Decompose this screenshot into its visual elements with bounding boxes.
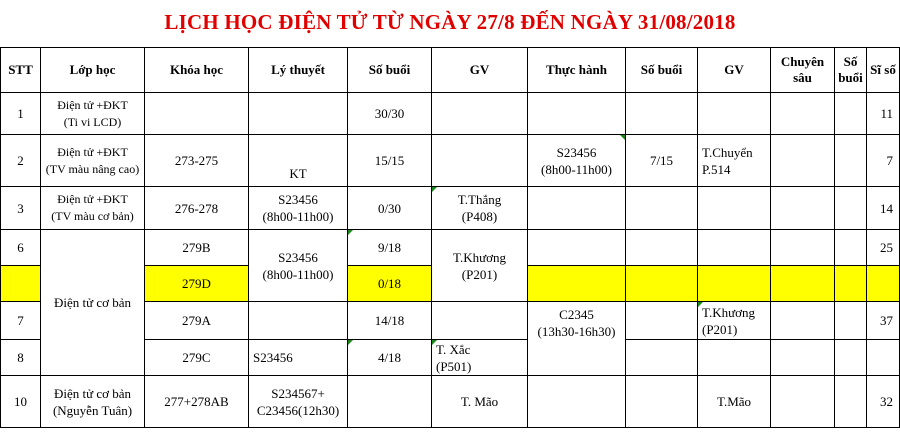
cell-chuyen-sau: [771, 376, 835, 428]
cell-stt: 1: [1, 93, 41, 135]
cell-so-buoi: 4/18: [348, 340, 432, 376]
header-chuyen-sau: Chuyên sâu: [771, 48, 835, 93]
cell-so-buoi: 0/30: [348, 187, 432, 230]
lop-hoc-line-1: Điện tử +ĐKT: [57, 192, 128, 206]
cell-so-buoi-cs: [835, 93, 867, 135]
cell-so-buoi-cs: [835, 376, 867, 428]
cell-lop-hoc: [41, 187, 145, 230]
ly-thuyet-line-2: C23456(12h30): [256, 402, 340, 418]
cell-gv-th: [698, 135, 771, 187]
cell-so-buoi-th: [626, 230, 698, 266]
cell-stt: [1, 266, 41, 302]
cell-lop-hoc: [41, 93, 145, 135]
gv-th-line-2: P.514: [702, 161, 731, 177]
cell-stt: 3: [1, 187, 41, 230]
cell-khoa-hoc: 277+278AB: [145, 376, 249, 428]
cell-ly-thuyet: S23456: [249, 340, 348, 376]
cell-so-buoi-cs: [835, 302, 867, 340]
cell-gv-th: [698, 266, 771, 302]
cell-khoa-hoc: [145, 93, 249, 135]
cell-thuc-hanh: [528, 187, 626, 230]
page-title: LỊCH HỌC ĐIỆN TỬ TỪ NGÀY 27/8 ĐẾN NGÀY 31/08/2018: [164, 10, 736, 34]
cell-stt: 6: [1, 230, 41, 266]
cell-so-buoi-th: [626, 340, 698, 376]
header-ly-thuyet: Lý thuyết: [249, 48, 348, 93]
cell-khoa-hoc: 279B: [145, 230, 249, 266]
lop-hoc-line-2: (TV màu nâng cao): [45, 161, 140, 176]
cell-ly-thuyet-group: [249, 230, 348, 302]
cell-so-buoi-th: 7/15: [626, 135, 698, 187]
lop-hoc-line-2: (TV màu cơ bản): [51, 209, 134, 223]
cell-khoa-hoc: 279D: [145, 266, 249, 302]
header-stt: STT: [1, 48, 41, 93]
gv-th-line-1: T.Khương: [702, 304, 756, 320]
header-so-buoi: Số buổi: [348, 48, 432, 93]
ly-thuyet-line-2: (8h00-11h00): [262, 266, 334, 282]
gv-line-2: (P501): [436, 358, 472, 374]
cell-thuc-hanh: [528, 230, 626, 266]
table-row: [1, 230, 900, 266]
cell-so-buoi-th: [626, 376, 698, 428]
cell-thuc-hanh: [528, 376, 626, 428]
thuc-hanh-line-1: C2345: [559, 307, 594, 322]
cell-gv: [432, 93, 528, 135]
lop-hoc-line-1: Điện tử +ĐKT: [57, 144, 128, 159]
cell-stt: 7: [1, 302, 41, 340]
cell-gv: [432, 302, 528, 340]
cell-ly-thuyet: KT: [249, 135, 348, 187]
ly-thuyet-line-2: (8h00-11h00): [262, 209, 334, 224]
table-row: [1, 135, 900, 187]
cell-stt: 8: [1, 340, 41, 376]
cell-si-so: 11: [867, 93, 900, 135]
cell-so-buoi-cs: [835, 340, 867, 376]
table-row: [1, 187, 900, 230]
cell-gv-th: T.Mão: [698, 376, 771, 428]
lop-hoc-line-1: Điện tử +ĐKT: [57, 97, 128, 112]
cell-chuyen-sau: [771, 93, 835, 135]
cell-khoa-hoc: 273-275: [145, 135, 249, 187]
cell-thuc-hanh: [528, 266, 626, 302]
cell-gv: T. Mão: [432, 376, 528, 428]
cell-so-buoi: 0/18: [348, 266, 432, 302]
gv-line-2: (P408): [461, 209, 498, 224]
lop-hoc-line-2: (Nguyễn Tuân): [52, 402, 133, 418]
thuc-hanh-line-2: (8h00-11h00): [540, 161, 612, 177]
thuc-hanh-line-2: (13h30-16h30): [537, 324, 616, 339]
cell-gv-th: [698, 340, 771, 376]
cell-thuc-hanh: [528, 135, 626, 187]
gv-line-1: T.Thắng: [457, 192, 502, 207]
cell-so-buoi-th: [626, 93, 698, 135]
cell-gv: [432, 340, 528, 376]
cell-thuc-hanh-group: [528, 302, 626, 376]
cell-gv-th: [698, 93, 771, 135]
header-gv: GV: [432, 48, 528, 93]
schedule-table: [0, 47, 900, 428]
cell-so-buoi-cs: [835, 135, 867, 187]
lop-hoc-line-1: Điện tử cơ bản: [53, 385, 132, 401]
cell-so-buoi-th: [626, 187, 698, 230]
cell-gv-group: [432, 230, 528, 302]
cell-gv-th: [698, 187, 771, 230]
cell-si-so: 37: [867, 302, 900, 340]
header-lop-hoc: Lớp học: [41, 48, 145, 93]
gv-th-line-1: T.Chuyển: [702, 144, 753, 160]
header-thuc-hanh: Thực hành: [528, 48, 626, 93]
header-row: [1, 48, 900, 93]
ly-thuyet-line-1: S23456: [278, 192, 318, 207]
cell-gv-th: [698, 230, 771, 266]
thuc-hanh-line-1: S23456: [556, 144, 597, 160]
gv-th-line-2: (P201): [702, 321, 738, 337]
ly-thuyet-line-1: S23456: [278, 249, 318, 265]
table-row: [1, 93, 900, 135]
cell-si-so: [867, 340, 900, 376]
cell-gv: [432, 135, 528, 187]
cell-khoa-hoc: 279C: [145, 340, 249, 376]
header-so-buoi-chuyen-sau: Số buổi: [835, 48, 867, 93]
cell-stt: 10: [1, 376, 41, 428]
gv-line-1: T. Xắc: [436, 341, 471, 357]
cell-chuyen-sau: [771, 230, 835, 266]
cell-gv: [432, 187, 528, 230]
cell-lop-hoc: [41, 376, 145, 428]
cell-chuyen-sau: [771, 187, 835, 230]
cell-si-so: 7: [867, 135, 900, 187]
cell-so-buoi-cs: [835, 266, 867, 302]
cell-ly-thuyet: [249, 93, 348, 135]
cell-so-buoi: 14/18: [348, 302, 432, 340]
cell-so-buoi-th: [626, 266, 698, 302]
cell-ly-thuyet: [249, 187, 348, 230]
cell-si-so: 25: [867, 230, 900, 266]
cell-so-buoi: 15/15: [348, 135, 432, 187]
cell-chuyen-sau: [771, 340, 835, 376]
cell-ly-thuyet: [249, 302, 348, 340]
cell-chuyen-sau: [771, 135, 835, 187]
header-gv-thuc-hanh: GV: [698, 48, 771, 93]
header-khoa-hoc: Khóa học: [145, 48, 249, 93]
cell-khoa-hoc: 276-278: [145, 187, 249, 230]
cell-si-so: 32: [867, 376, 900, 428]
gv-line-2: (P201): [461, 266, 498, 282]
header-si-so: Sĩ số: [867, 48, 900, 93]
cell-gv-th: [698, 302, 771, 340]
cell-so-buoi: [348, 376, 432, 428]
cell-chuyen-sau: [771, 266, 835, 302]
cell-so-buoi: 30/30: [348, 93, 432, 135]
header-so-buoi-thuc-hanh: Số buổi: [626, 48, 698, 93]
cell-si-so: [867, 266, 900, 302]
cell-so-buoi: 9/18: [348, 230, 432, 266]
ly-thuyet-line-1: S234567+: [271, 385, 325, 401]
gv-line-1: T.Khương: [452, 249, 507, 265]
table-row: [1, 376, 900, 428]
cell-chuyen-sau: [771, 302, 835, 340]
cell-so-buoi-cs: [835, 230, 867, 266]
cell-stt: 2: [1, 135, 41, 187]
cell-so-buoi-cs: [835, 187, 867, 230]
cell-thuc-hanh: [528, 93, 626, 135]
cell-lop-hoc: [41, 135, 145, 187]
cell-so-buoi-th: [626, 302, 698, 340]
cell-si-so: 14: [867, 187, 900, 230]
lop-hoc-line-2: (Ti vi LCD): [63, 114, 122, 129]
cell-ly-thuyet: [249, 376, 348, 428]
cell-lop-hoc-group: Điện tử cơ bản: [41, 230, 145, 376]
cell-khoa-hoc: 279A: [145, 302, 249, 340]
